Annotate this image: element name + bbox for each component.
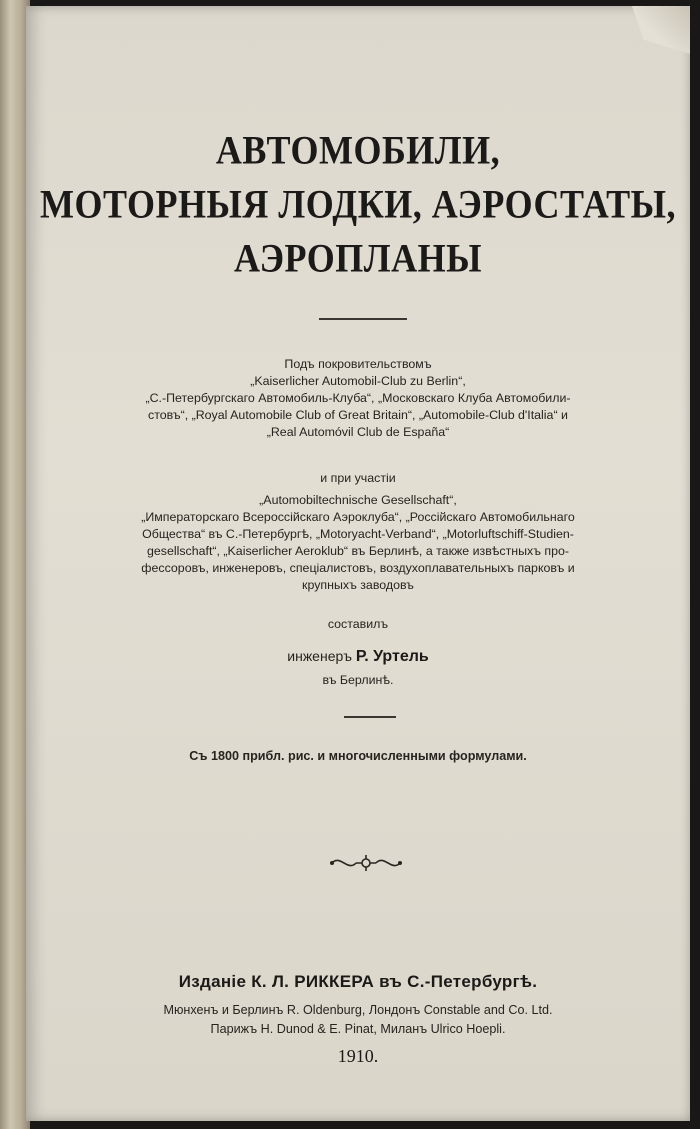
page-corner-fold bbox=[632, 6, 690, 54]
author-city: въ Берлинѣ. bbox=[322, 673, 394, 687]
divider-rule bbox=[344, 716, 396, 718]
publisher-cities-line: Парижъ H. Dunod & E. Pinat, Миланъ Ulrico Hoepli. bbox=[210, 1022, 506, 1036]
patronage-line: „С.-Петербургскаго Автомобиль-Клуба“, „Московскаго Клуба Автомобили- bbox=[145, 391, 571, 405]
participation-line: „Императорскаго Всероссійскаго Аэроклуба“, „Россійскаго Автомобильнаго bbox=[141, 510, 575, 524]
author-line bbox=[26, 648, 690, 665]
patronage-heading: Подъ покровительствомъ bbox=[284, 357, 432, 371]
patronage-line: „Real Automóvil Club de España“ bbox=[266, 425, 450, 439]
author-name: Р. Уртель bbox=[355, 648, 429, 665]
participation-line: Общества“ въ С.-Петербургѣ, „Motoryacht-Verband“, „Motorluftschiff-Studien- bbox=[142, 527, 574, 541]
publication-year: 1910. bbox=[337, 1046, 379, 1066]
patronage-block bbox=[26, 356, 690, 441]
publisher-line: Изданіе К. Л. РИККЕРА въ С.-Петербургѣ. bbox=[178, 972, 538, 991]
title-page bbox=[26, 6, 690, 1121]
author-prefix: инженеръ bbox=[287, 648, 353, 664]
divider-rule bbox=[319, 318, 407, 320]
title-line-2: МОТОРНЫЯ ЛОДКИ, АЭРОСТАТЫ, bbox=[40, 181, 676, 227]
participation-line: крупныхъ заводовъ bbox=[302, 578, 414, 592]
publisher-cities-line: Мюнхенъ и Берлинъ R. Oldenburg, Лондонъ Constable and Co. Ltd. bbox=[163, 1003, 553, 1017]
participation-block bbox=[26, 492, 690, 594]
patronage-line: стовъ“, „Royal Automobile Club of Great Britain“, „Automobile-Club d'Italia“ и bbox=[148, 408, 568, 422]
compiled-by: составилъ bbox=[327, 617, 389, 631]
participation-heading: и при участіи bbox=[320, 471, 396, 485]
title-line-1: АВТОМОБИЛИ, bbox=[215, 127, 501, 173]
participation-line: „Automobiltechnische Gesellschaft“, bbox=[259, 493, 457, 507]
participation-line: фессоровъ, инженеровъ, спеціалистовъ, воздухоплавательныхъ парковъ и bbox=[141, 561, 575, 575]
printer-ornament-icon bbox=[326, 850, 406, 876]
title-line-3: АЭРОПЛАНЫ bbox=[234, 235, 482, 281]
illustrations-note: Съ 1800 прибл. рис. и многочисленными формулами. bbox=[189, 749, 527, 763]
participation-line: gesellschaft“, „Kaiserlicher Aeroklub“ въ Берлинѣ, а также извѣстныхъ про- bbox=[146, 544, 570, 558]
patronage-line: „Kaiserlicher Automobil-Club zu Berlin“, bbox=[250, 374, 466, 388]
